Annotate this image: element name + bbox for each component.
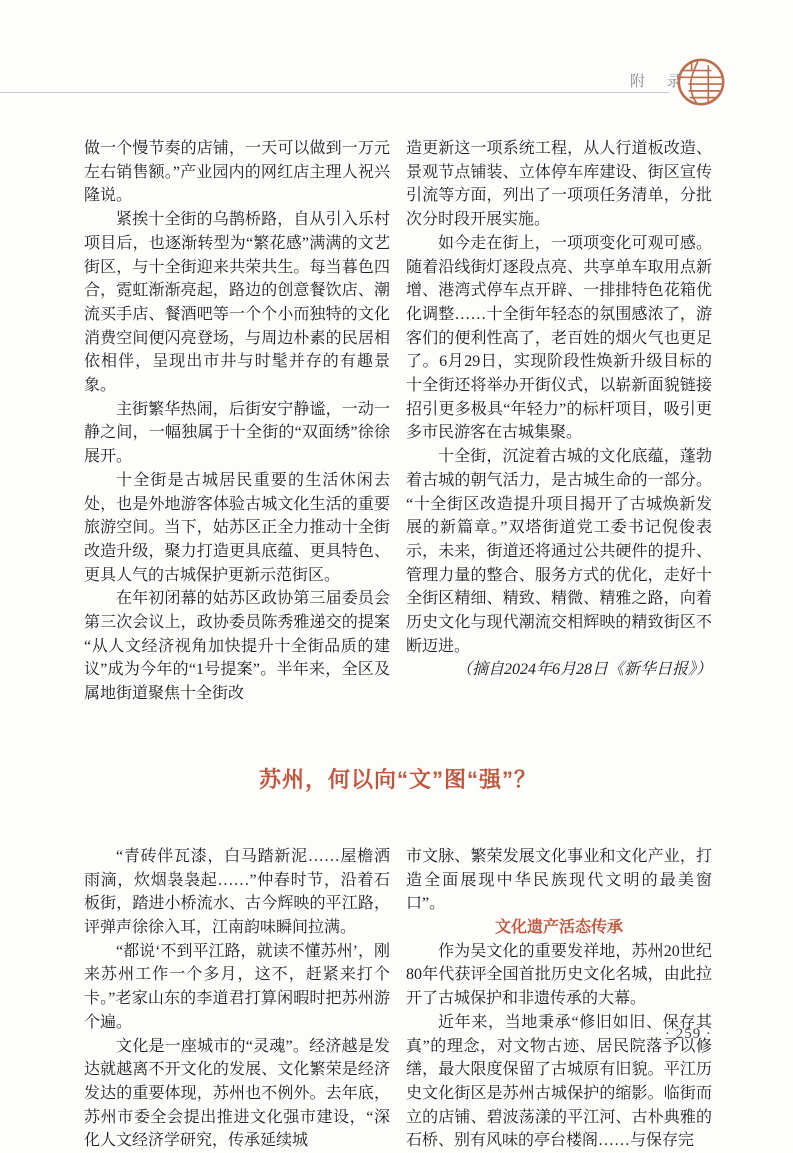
section-subheading: 文化遗产活态传承 bbox=[406, 916, 712, 940]
paragraph: 市文脉、繁荣发展文化事业和文化产业，打造全面展现中华民族现代文明的最美窗口”。 bbox=[406, 845, 712, 916]
paragraph: 作为吴文化的重要发祥地，苏州20世纪80年代获评全国首批历史文化名城，由此拉开了古城保护和非遗传承的大幕。 bbox=[406, 940, 712, 1011]
source-attribution: （摘自2024年6月28日《新华日报》） bbox=[406, 658, 712, 682]
paragraph: 主街繁华热闹，后街安宁静谧，一动一静之间，一幅独属于十全街的“双面绣”徐徐展开。 bbox=[84, 398, 390, 469]
article2-right-column bbox=[406, 845, 712, 1153]
paragraph: 如今走在街上，一项项变化可观可感。随着沿线街灯逐段点亮、共享单车取用点新增、港湾式停车点开辟、一排排特色花箱优化调整……十全街年轻态的氛围感浓了，游客们的便利性高了，老百姓的烟火气也更足了。6月29日，实现阶段性焕新升级目标的十全街还将举办开街仪式，以崭新面貌链接招引更多极具“年轻力”的标杆项目，吸引更多市民游客在古城集聚。 bbox=[406, 232, 712, 445]
page-content bbox=[84, 137, 712, 1153]
paragraph: 十全街，沉淀着古城的文化底蕴，蓬勃着古城的朝气活力，是古城生命的一部分。“十全街区改造提升项目揭开了古城焕新发展的新篇章。”双塔街道党工委书记倪俊表示，未来，街道还将通过公共硬件的提升、管理力量的整合、服务方式的优化，走好十全街区精细、精致、精微、精雅之路，向着历史文化与现代潮流交相辉映的精致街区不断迈进。 bbox=[406, 445, 712, 658]
article2-columns bbox=[84, 845, 712, 1153]
article2-left-column bbox=[84, 845, 390, 1153]
publisher-seal-icon bbox=[676, 57, 726, 107]
paragraph: 文化是一座城市的“灵魂”。经济越是发达就越离不开文化的发展、文化繁荣是经济发达的重要体现，苏州也不例外。去年底，苏州市委全会提出推进文化强市建设，“深化人文经济学研究，传承延续城 bbox=[84, 1035, 390, 1153]
paragraph: 十全街是古城居民重要的生活休闲去处，也是外地游客体验古城文化生活的重要旅游空间。当下，姑苏区正全力推动十全街改造升级，聚力打造更具底蕴、更具特色、更具人气的古城保护更新示范街区。 bbox=[84, 469, 390, 588]
article1-right-column bbox=[406, 137, 712, 706]
paragraph: 造更新这一项系统工程，从人行道板改造、景观节点铺装、立体停车库建设、街区宣传引流等方面，列出了一项项任务清单，分批次分时段开展实施。 bbox=[406, 137, 712, 232]
article-title: 苏州，何以向“文”图“强”？ bbox=[84, 763, 712, 794]
paragraph: “都说‘不到平江路，就读不懂苏州’，刚来苏州工作一个多月，这不，赶紧来打个卡。”老家山东的李道君打算闲暇时把苏州游个遍。 bbox=[84, 940, 390, 1035]
paragraph: 做一个慢节奏的店铺，一天可以做到一万元左右销售额。”产业园内的网红店主理人祝兴隆说。 bbox=[84, 137, 390, 208]
appendix-header-label: 附 录 bbox=[630, 70, 691, 91]
page-number: · 259 · bbox=[560, 1026, 712, 1043]
article1-left-column bbox=[84, 137, 390, 706]
article1-columns bbox=[84, 137, 712, 706]
header-rule bbox=[0, 92, 669, 93]
paragraph: 近年来，当地秉承“修旧如旧、保存其真”的理念，对文物古迹、居民院落予以修缮，最大限度保留了古城原有旧貌。平江历史文化街区是苏州古城保护的缩影。临街而立的店铺、碧波荡漾的平江河、古朴典雅的石桥、别有风味的亭台楼阁……与保存完 bbox=[406, 1011, 712, 1153]
paragraph: 在年初闭幕的姑苏区政协第三届委员会第三次会议上，政协委员陈秀雅递交的提案“从人文经济视角加快提升十全街品质的建议”成为今年的“1号提案”。半年来，全区及属地街道聚焦十全街改 bbox=[84, 587, 390, 706]
paragraph: “青砖伴瓦漆，白马踏新泥……屋檐洒雨滴，炊烟袅袅起……”仲春时节，沿着石板街，踏进小桥流水、古今辉映的平江路，评弹声徐徐入耳，江南韵味瞬间拉满。 bbox=[84, 845, 390, 940]
paragraph: 紧挨十全街的乌鹊桥路，自从引入乐村项目后，也逐渐转型为“繁花感”满满的文艺街区，与十全街迎来共荣共生。每当暮色四合，霓虹渐渐亮起，路边的创意餐饮店、潮流买手店、餐酒吧等一个个小而独特的文化消费空间便闪亮登场，与周边朴素的民居相依相伴，呈现出市井与时髦并存的有趣景象。 bbox=[84, 208, 390, 398]
